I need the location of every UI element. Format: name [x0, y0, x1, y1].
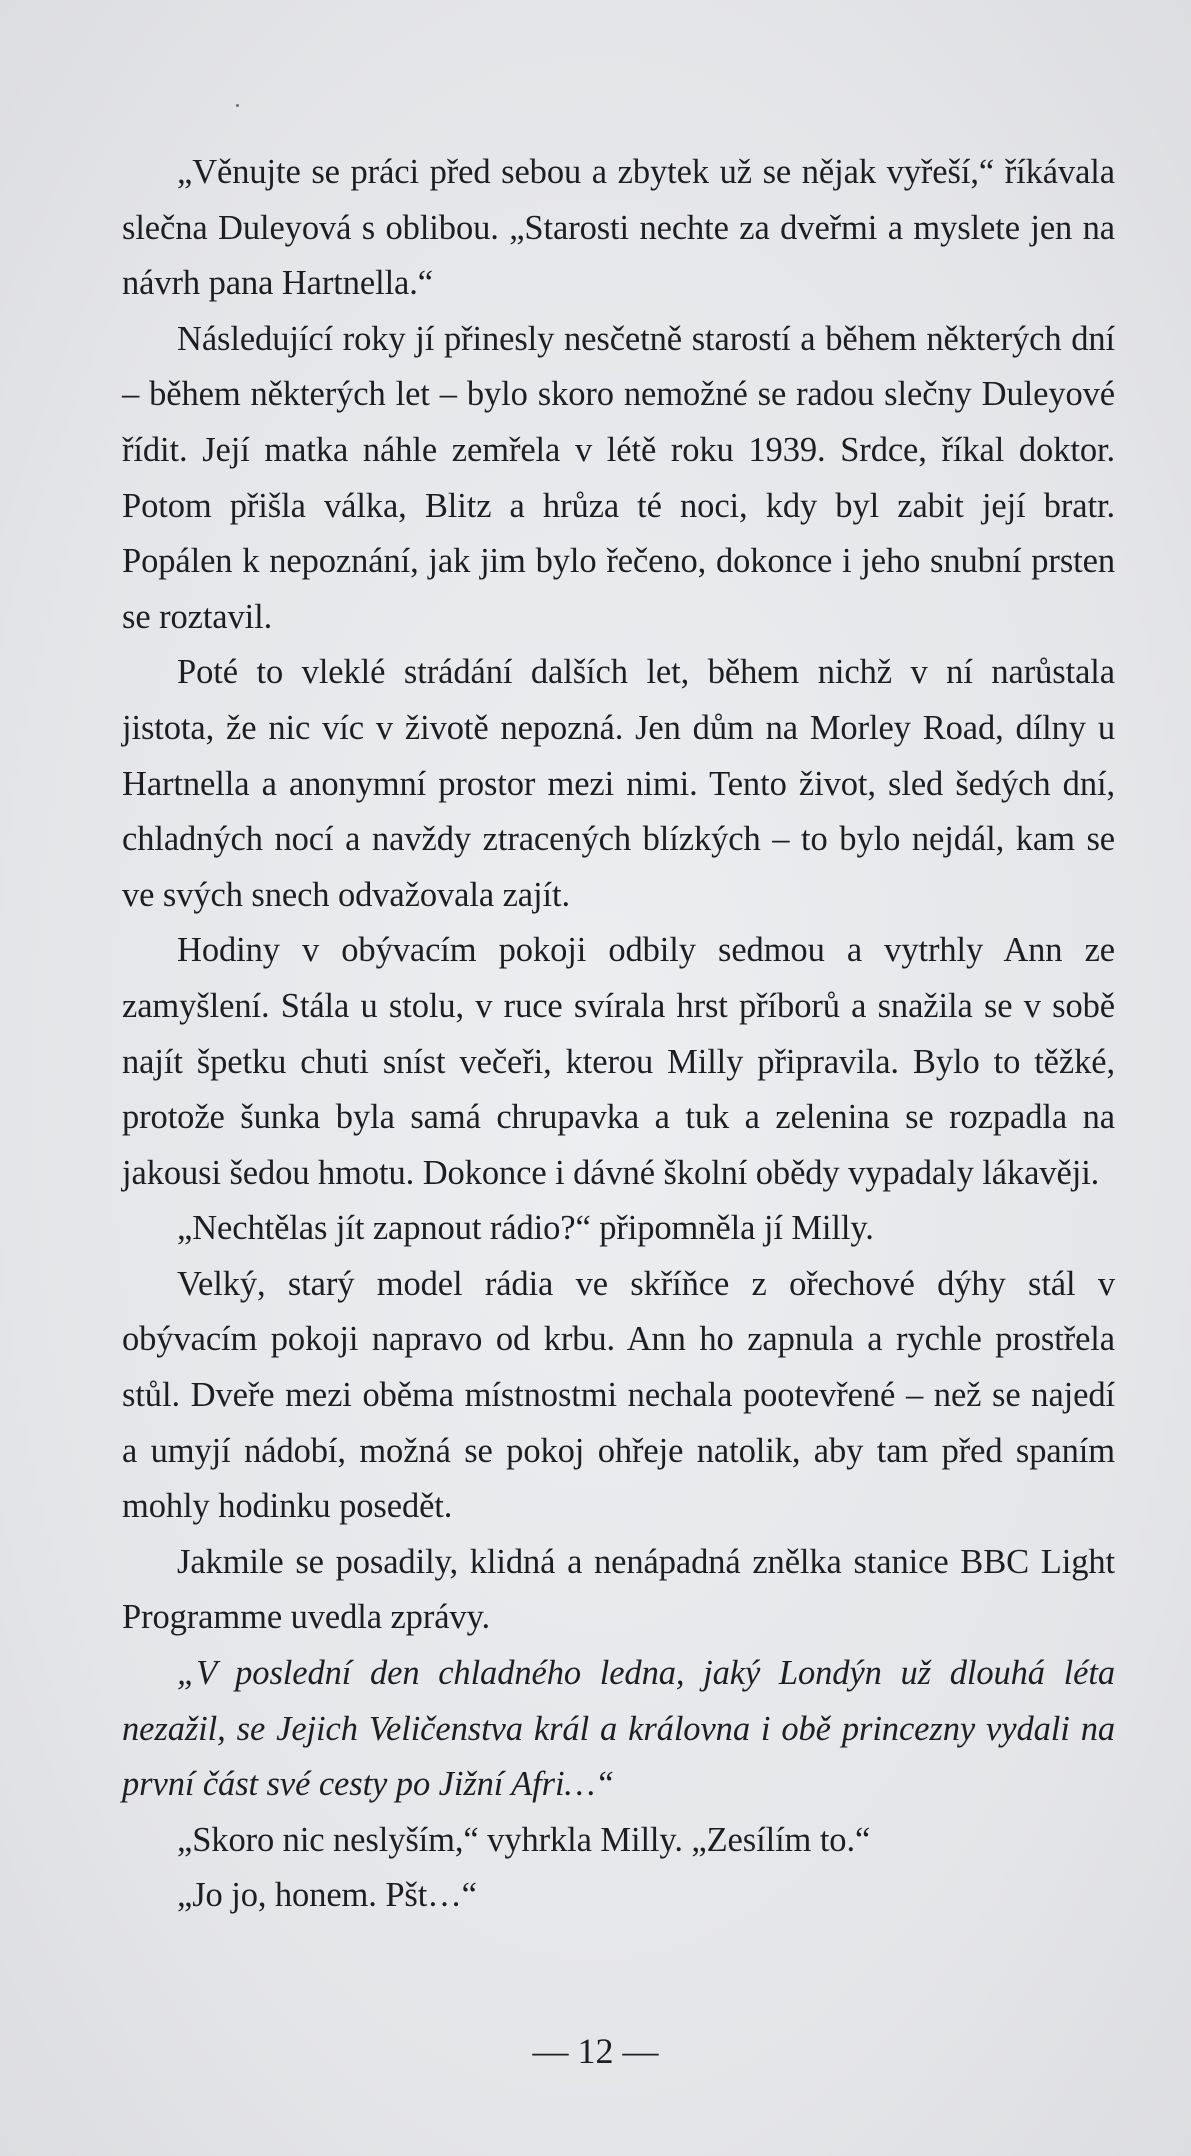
page-number: — 12 — [532, 2031, 659, 2071]
paragraph: Jakmile se posadily, klidná a nenápadná znělka stanice BBC Light Programme uvedla zprávy. [122, 1542, 1115, 1637]
paragraph: Následující roky jí přinesly nesčetně starostí a během některých dní – během některých let – bylo skoro nemožné se radou slečny Duleyové řídit. Její matka náhle zemřela v létě roku 1939. Srdce, říkal doktor. Potom přišla válka, Blitz a hrůza té noci, kdy byl zabit její bratr. Popálen k nepoznání, jak jim bylo řečeno, dokonce i jeho snubní prsten se roztavil. [122, 319, 1115, 636]
body-text [122, 145, 1115, 1924]
paragraph: „Věnujte se práci před sebou a zbytek už se nějak vyřeší,“ říkávala slečna Duleyová s oblibou. „Starosti nechte za dveřmi a myslete jen na návrh pana Hartnella.“ [122, 153, 1115, 303]
radio-broadcast-quote: „V poslední den chladného ledna, jaký Londýn už dlouhá léta nezažil, se Jejich Veličenstva král a královna i obě princezny vydali na první část své cesty po Jižní Afri…“ [122, 1654, 1115, 1804]
paragraph: „Skoro nic neslyším,“ vyhrkla Milly. „Zesílím to.“ [177, 1820, 871, 1859]
paragraph: „Jo jo, honem. Pšt…“ [177, 1876, 477, 1915]
paper-speck [236, 104, 239, 107]
paragraph: Velký, starý model rádia ve skříňce z ořechové dýhy stál v obývacím pokoji napravo od krbu. Ann ho zapnula a rychle prostřela stůl. Dveře mezi oběma místnostmi nechala pootevřené – než se najedí a umyjí nádobí, možná se pokoj ohřeje natolik, aby tam před spaním mohly hodinku posedět. [122, 1264, 1115, 1526]
paragraph: Hodiny v obývacím pokoji odbily sedmou a vytrhly Ann ze zamyšlení. Stála u stolu, v ruce svírala hrst příborů a snažila se v sobě najít špetku chuti sníst večeři, kterou Milly připravila. Bylo to těžké, protože šunka byla samá chrupavka a tuk a zelenina se rozpadla na jakousi šedou hmotu. Dokonce i dávné školní obědy vypadaly lákavěji. [122, 931, 1115, 1192]
paragraph: „Nechtělas jít zapnout rádio?“ připomněla jí Milly. [177, 1209, 874, 1248]
paragraph: Poté to vleklé strádání dalších let, během nichž v ní narůstala jistota, že nic víc v životě nepozná. Jen dům na Morley Road, dílny u Hartnella a anonymní prostor mezi nimi. Tento život, sled šedých dní, chladných nocí a navždy ztracených blízkých – to bylo nejdál, kam se ve svých snech odvažovala zajít. [122, 653, 1115, 914]
